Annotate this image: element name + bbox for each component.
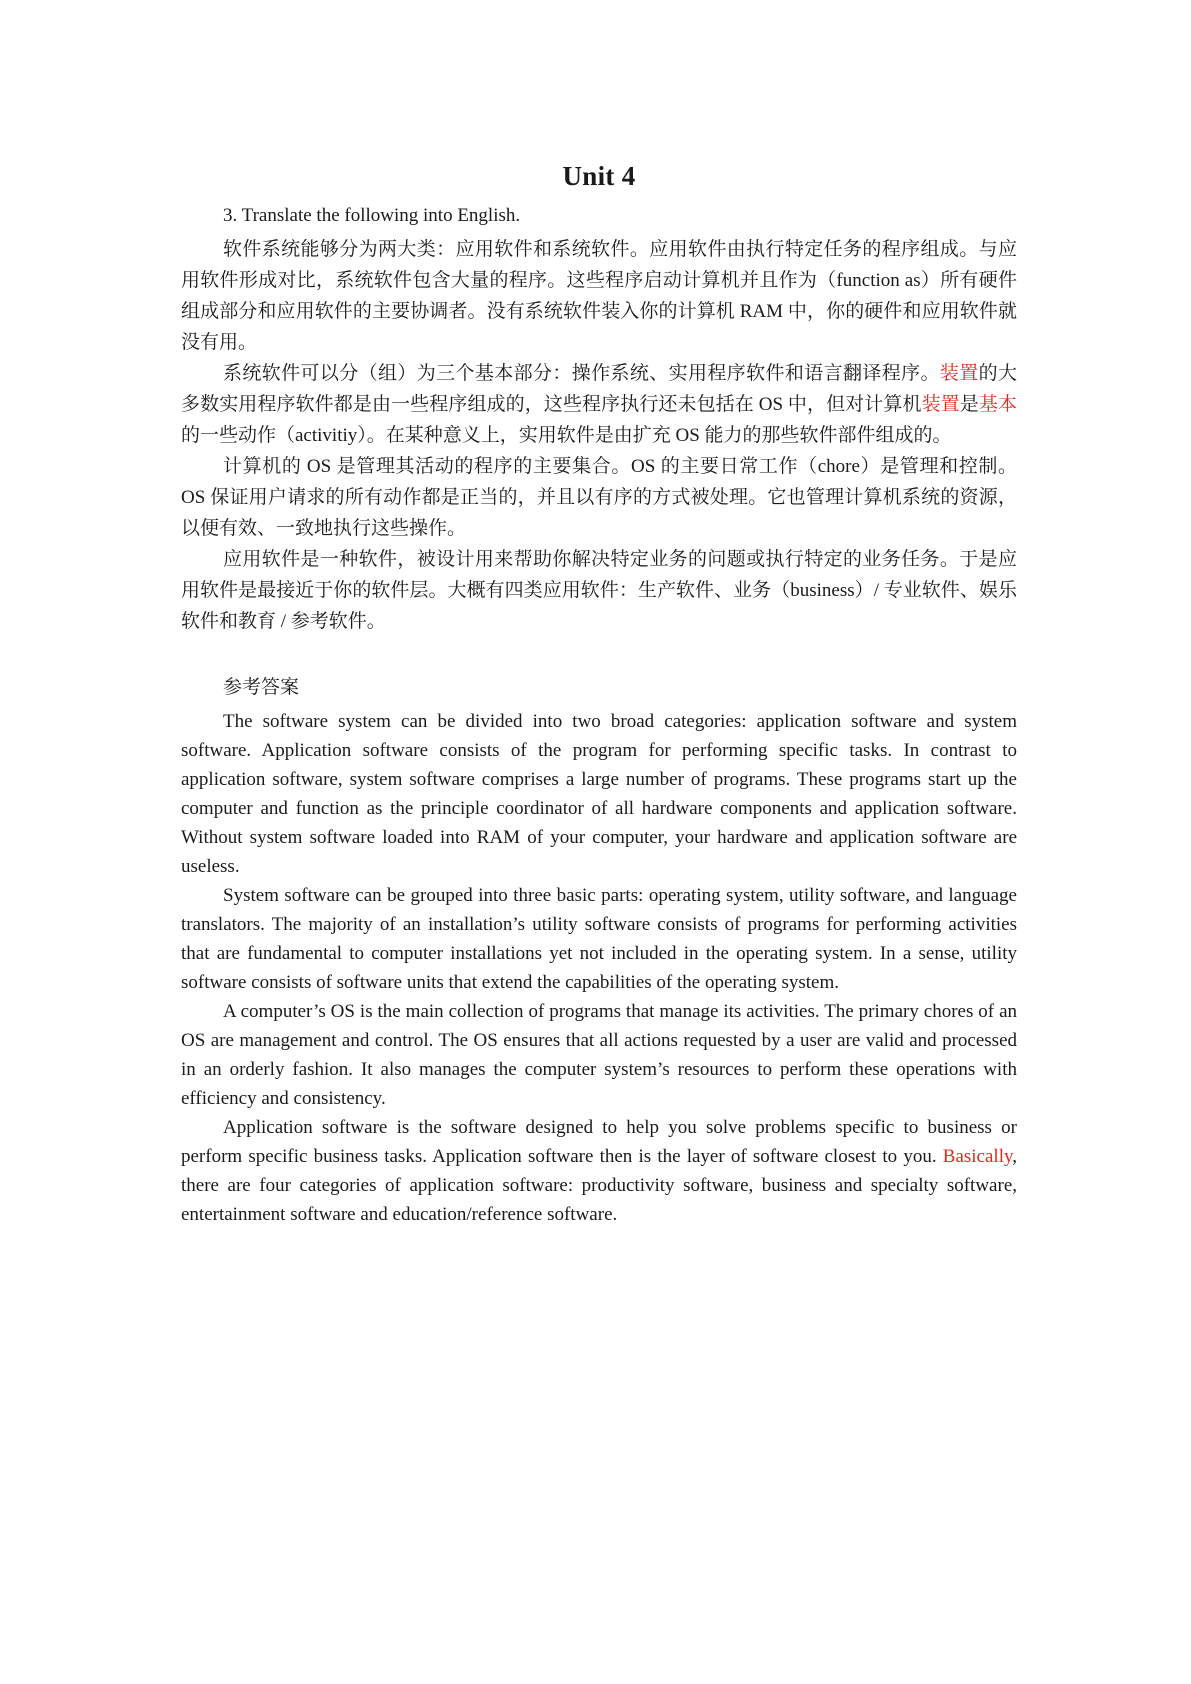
- chinese-paragraph: [181, 451, 1017, 544]
- text-run: , there are four categories of application software: productivity software, business and specialty software, entertainment software and education/reference software.: [181, 1146, 1017, 1225]
- text-run: The software system can be divided into two broad categories: application software and system software. Application software consists of the program for performing specific tasks. In contrast to application software, system software comprises a large number of programs. These programs start up the computer and function as the principle coordinator of all hardware components and application software. Without system software loaded into RAM of your computer, your hardware and application software are useless.: [181, 711, 1017, 877]
- english-paragraph: [181, 707, 1017, 881]
- document-title: Unit 4: [562, 161, 636, 191]
- text-run: Application software is the software designed to help you solve problems specific to business or perform specific business tasks. Application software then is the layer of software closest to you.: [181, 1117, 1017, 1167]
- text-run: System software can be grouped into three basic parts: operating system, utility software, and language translators. The majority of an installation’s utility software consists of programs for performing activities that are fundamental to computer installations yet not included in the operating system. In a sense, utility software consists of software units that extend the capabilities of the operating system.: [181, 885, 1017, 993]
- text-run: 的大多数实用程序软件都是由一些程序组成的，这些程序执行还未包括在 OS 中，但对计算机: [181, 363, 1017, 415]
- highlighted-text: 装置: [939, 363, 979, 384]
- document-page: [181, 158, 1017, 1229]
- chinese-paragraph: [181, 234, 1017, 358]
- highlighted-text: 基本: [978, 394, 1017, 415]
- english-paragraph: [181, 1113, 1017, 1229]
- chinese-source-text: [181, 234, 1017, 637]
- answer-heading: 参考答案: [223, 677, 300, 698]
- text-run: 软件系统能够分为两大类：应用软件和系统软件。应用软件由执行特定任务的程序组成。与应用软件形成对比，系统软件包含大量的程序。这些程序启动计算机并且作为（function as）所有硬件组成部分和应用软件的主要协调者。没有系统软件装入你的计算机 RAM 中，你的硬件和应用软件就没有用。: [181, 239, 1017, 353]
- highlighted-text: Basically: [942, 1146, 1013, 1167]
- text-run: A computer’s OS is the main collection of programs that manage its activities. The primary chores of an OS are management and control. The OS ensures that all actions requested by a user are valid and processed in an orderly fashion. It also manages the computer system’s resources to perform these operations with efficiency and consistency.: [181, 1001, 1017, 1109]
- english-paragraph: [181, 881, 1017, 997]
- text-run: 系统软件可以分（组）为三个基本部分：操作系统、实用程序软件和语言翻译程序。: [223, 363, 940, 384]
- text-run: 的一些动作（activitiy）。在某种意义上，实用软件是由扩充 OS 能力的那些软件部件组成的。: [181, 425, 952, 446]
- chinese-paragraph: [181, 358, 1017, 451]
- english-paragraph: [181, 997, 1017, 1113]
- text-run: 应用软件是一种软件，被设计用来帮助你解决特定业务的问题或执行特定的业务任务。于是应用软件是最接近于你的软件层。大概有四类应用软件：生产软件、业务（business）/ 专业软件、娱乐软件和教育 / 参考软件。: [181, 549, 1017, 632]
- chinese-paragraph: [181, 544, 1017, 637]
- exercise-instruction: 3. Translate the following into English.: [223, 205, 521, 226]
- text-run: 是: [959, 394, 979, 415]
- text-run: 计算机的 OS 是管理其活动的程序的主要集合。OS 的主要日常工作（chore）是管理和控制。OS 保证用户请求的所有动作都是正当的，并且以有序的方式被处理。它也管理计算机系统的资源，以便有效、一致地执行这些操作。: [181, 456, 1017, 539]
- highlighted-text: 装置: [921, 394, 960, 415]
- english-answer-text: [181, 707, 1017, 1229]
